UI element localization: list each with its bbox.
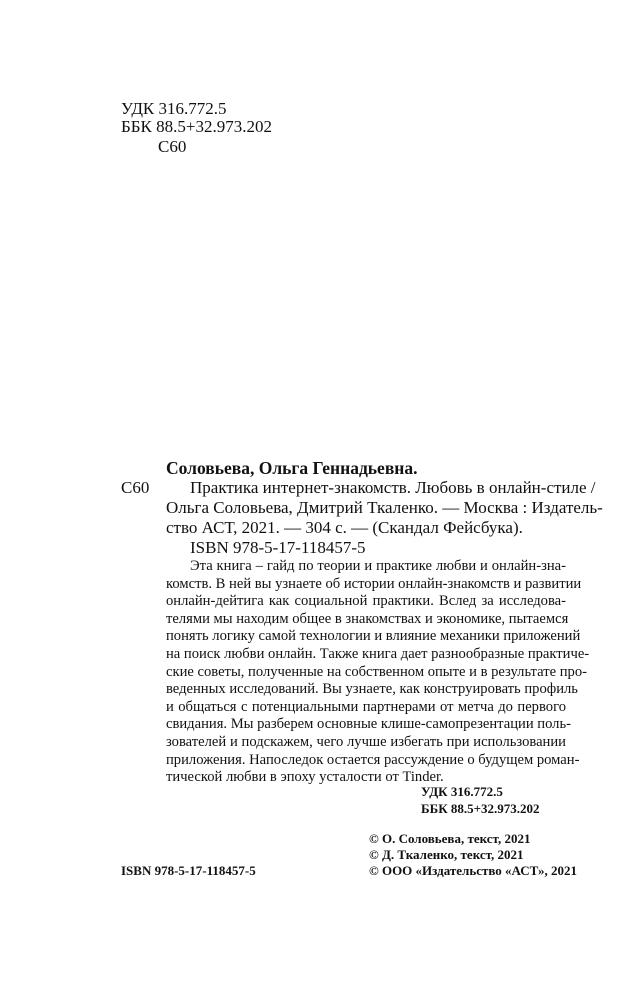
isbn-imprint: ISBN 978-5-17-118457-5 bbox=[121, 863, 256, 878]
udk-code-top: УДК 316.772.5 bbox=[121, 99, 227, 118]
annotation-line: ские советы, полученные на собственном опыте и в результате про- bbox=[166, 663, 587, 680]
author-code-top: С60 bbox=[158, 137, 187, 156]
description-line-3: ство АСТ, 2021. — 304 с. — (Скандал Фейсбука). bbox=[166, 518, 523, 537]
annotation-line: понять логику самой технологии и влияние механики приложений bbox=[166, 628, 581, 645]
annotation-line: онлайн-дейтига как социальной практики. Вслед за исследова- bbox=[166, 593, 566, 610]
annotation-line: веденных исследований. Вы узнаете, как конструировать профиль bbox=[166, 681, 578, 698]
annotation-paragraph bbox=[166, 558, 590, 787]
description-line-1: Практика интернет-знакомств. Любовь в онлайн-стиле / bbox=[190, 478, 596, 497]
isbn-entry: ISBN 978-5-17-118457-5 bbox=[190, 538, 366, 557]
bbk-code-top: ББК 88.5+32.973.202 bbox=[121, 117, 272, 136]
annotation-line: комств. В ней вы узнаете об истории онлайн-знакомств и развитии bbox=[166, 575, 582, 592]
bbk-code-bottom: ББК 88.5+32.973.202 bbox=[421, 801, 540, 816]
annotation-line: Эта книга – гайд по теории и практике любви и онлайн-зна- bbox=[190, 558, 566, 574]
copyright-line: © О. Соловьева, текст, 2021 bbox=[369, 831, 531, 846]
author-code-entry: С60 bbox=[121, 478, 150, 497]
annotation-line: телями мы находим общее в знакомствах и экономике, пытаемся bbox=[166, 610, 569, 627]
annotation-line: свидания. Мы разберем основные клише-самопрезентации поль- bbox=[166, 716, 571, 733]
copyright-line: © Д. Ткаленко, текст, 2021 bbox=[369, 847, 524, 862]
description-line-2: Ольга Соловьева, Дмитрий Ткаленко. — Москва : Издатель- bbox=[166, 498, 603, 517]
udk-code-bottom: УДК 316.772.5 bbox=[421, 784, 503, 799]
annotation-line: тической любви в эпоху усталости от Tinder. bbox=[166, 769, 444, 786]
annotation-line: и общаться с потенциальными партнерами от метча до первого bbox=[166, 698, 566, 715]
copyright-line: © ООО «Издательство «АСТ», 2021 bbox=[369, 863, 578, 878]
annotation-line: на поиск любви онлайн. Также книга дает разнообразные практиче- bbox=[166, 645, 590, 662]
author-heading: Соловьева, Ольга Геннадьевна. bbox=[166, 458, 418, 478]
annotation-line: зователей и подскажем, чего лучше избегать при использовании bbox=[166, 733, 566, 750]
annotation-line: приложения. Напоследок остается рассуждение о будущем роман- bbox=[166, 751, 580, 768]
